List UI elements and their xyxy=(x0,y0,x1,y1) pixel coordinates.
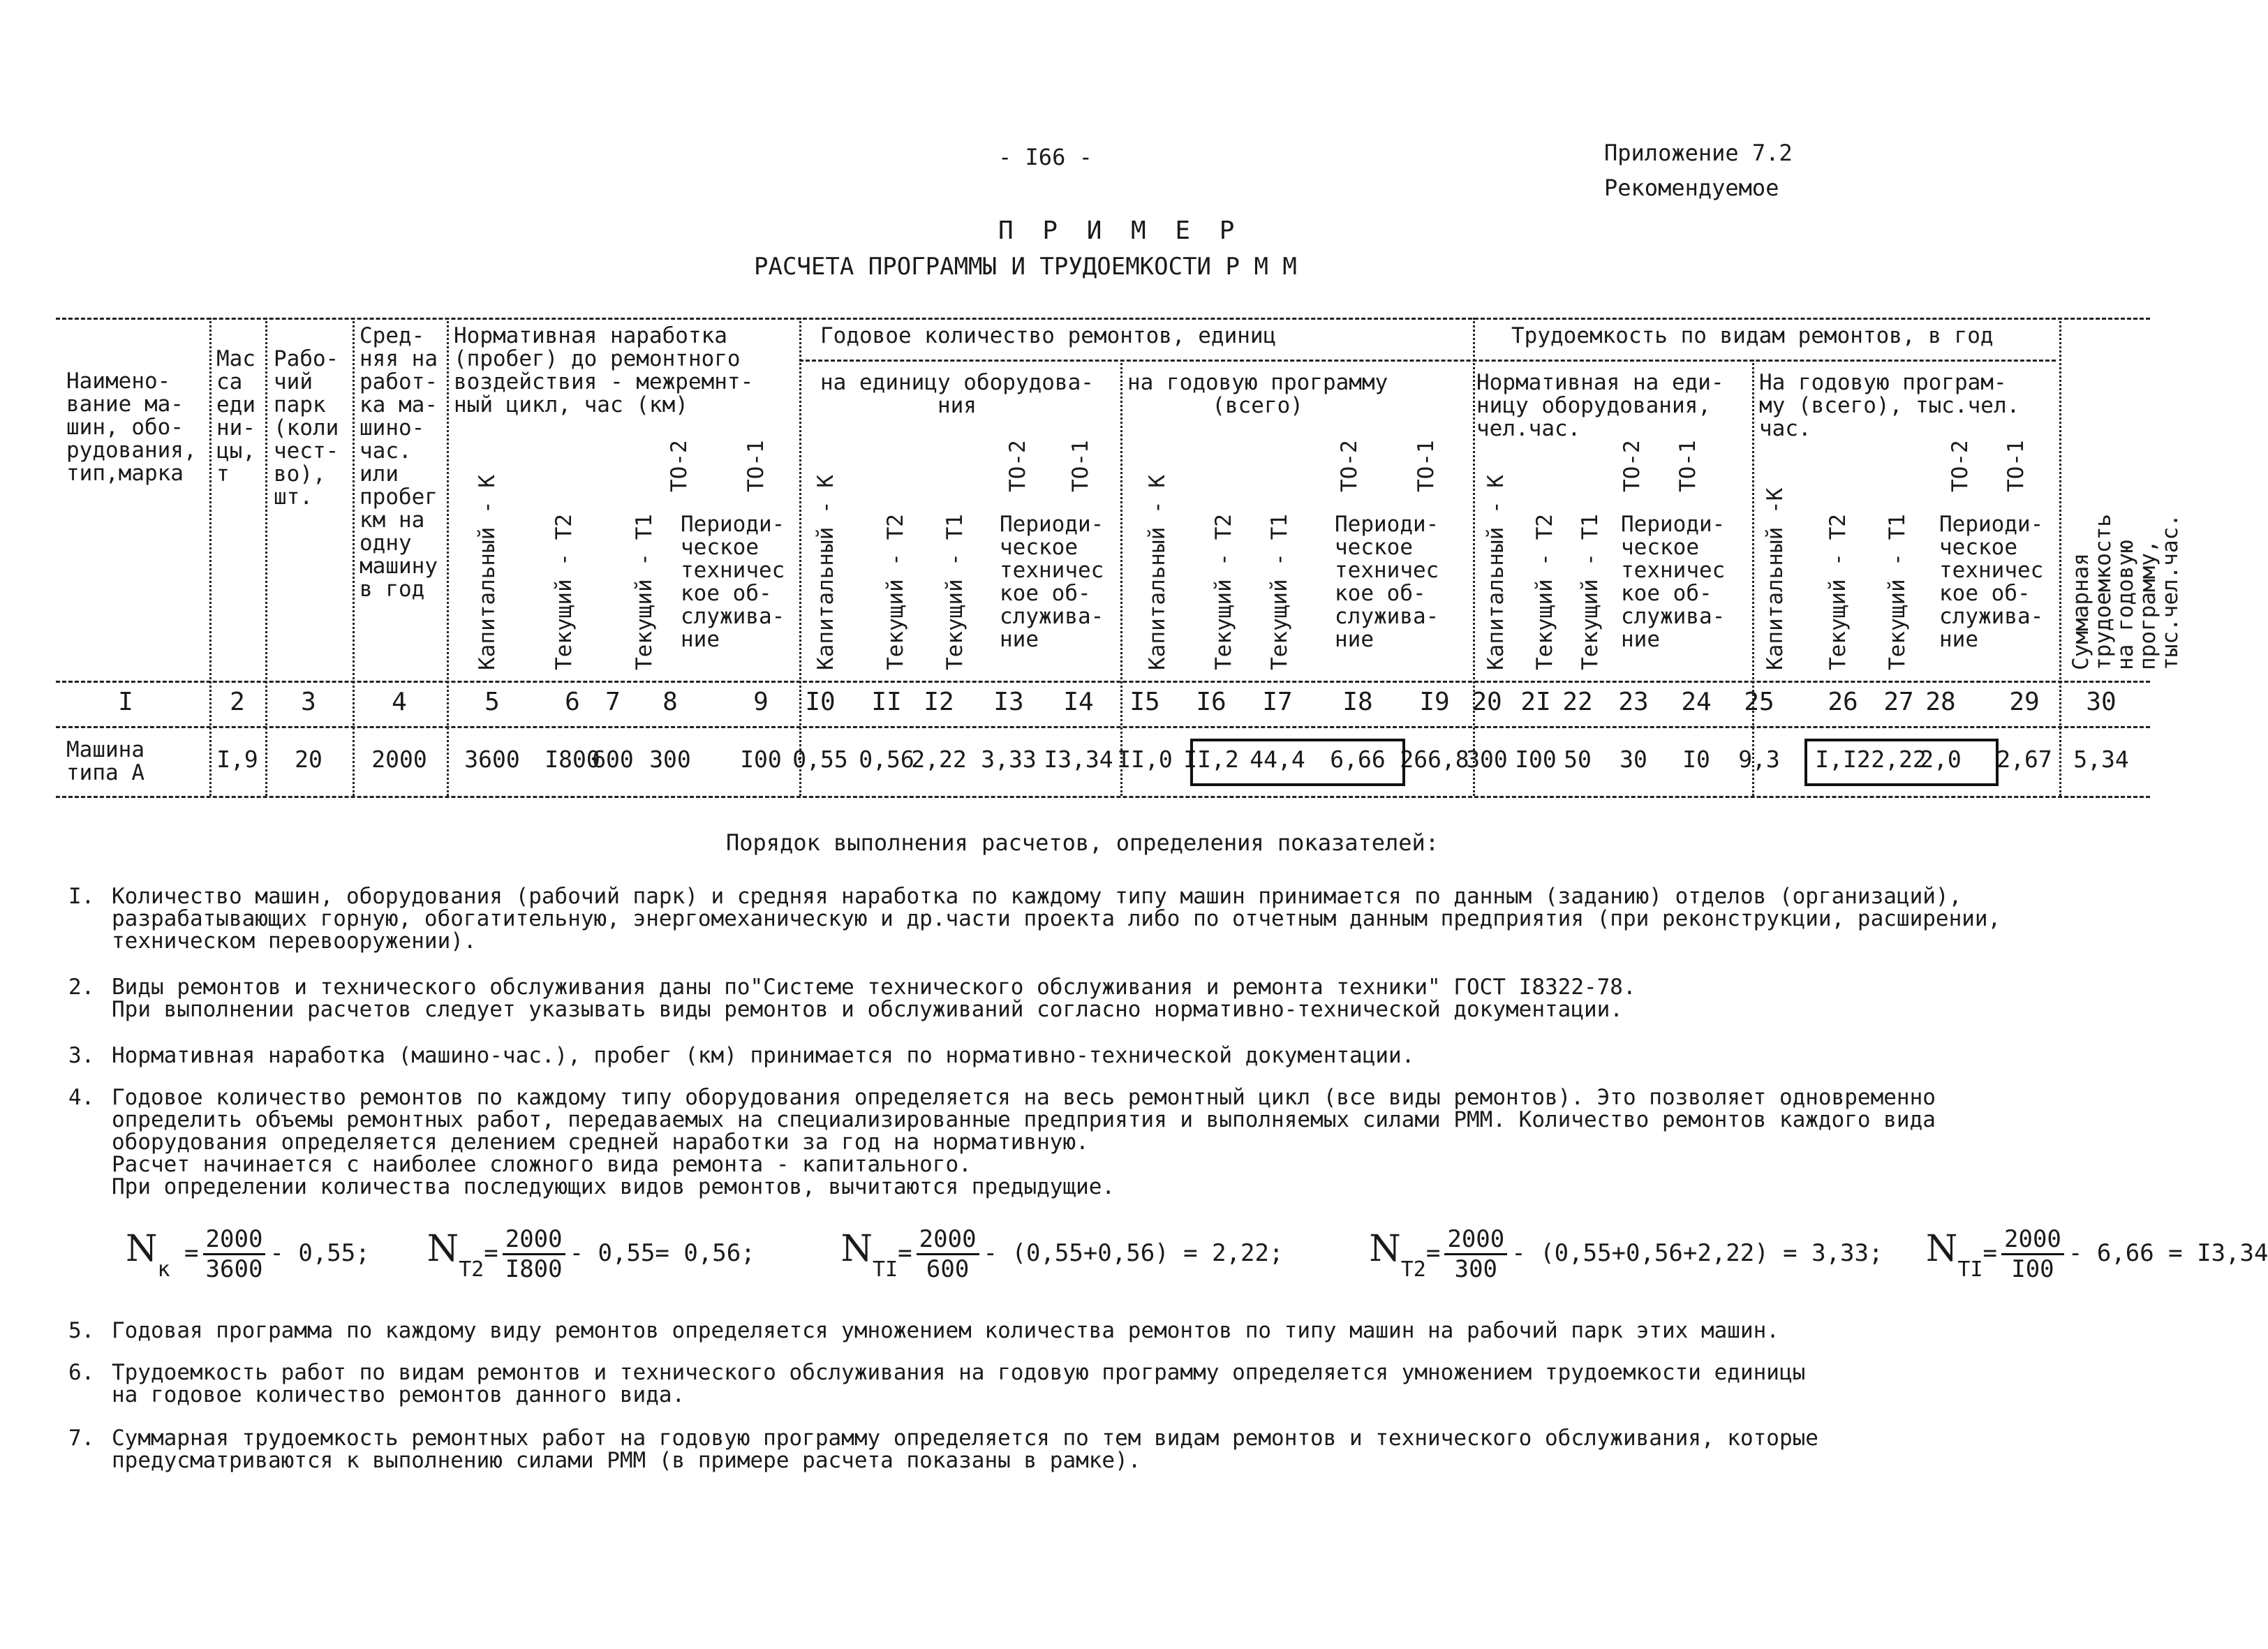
rot-to2: ТО-2 xyxy=(1620,440,1645,492)
column-number: 20 xyxy=(1472,688,1502,716)
table-cell: I800 xyxy=(544,746,600,773)
column-number: II xyxy=(871,688,902,716)
table-cell: I00 xyxy=(740,746,782,773)
table-col-divider xyxy=(447,318,449,796)
header-unit-mass: Мас са еди ни- цы, т xyxy=(216,346,255,487)
column-number: 30 xyxy=(2086,688,2117,716)
column-number: 3 xyxy=(301,688,316,716)
row-label: Машина типа А xyxy=(66,737,144,785)
column-number: 23 xyxy=(1618,688,1649,716)
header-per-unit: на единицу оборудова- ния xyxy=(820,370,1094,418)
table-cell: 2000 xyxy=(371,746,427,773)
table-cell: 3,33 xyxy=(981,746,1037,773)
highlight-frame xyxy=(1190,739,1405,786)
table-col-divider xyxy=(1120,360,1122,796)
table-cell: 9,3 xyxy=(1738,746,1780,773)
table-col-divider xyxy=(2059,318,2061,796)
rot-t1: Текущий - Т1 xyxy=(942,514,968,670)
column-number: I5 xyxy=(1129,688,1160,716)
appendix-label: Приложение 7.2 xyxy=(1604,140,1793,166)
rot-t1: Текущий - Т1 xyxy=(1578,514,1603,670)
item-number: I. xyxy=(68,884,95,909)
maint-text: Периоди- ческое техничес кое об- служива- ние xyxy=(1000,512,1104,652)
header-annual-repairs: Годовое количество ремонтов, единиц xyxy=(820,323,1277,348)
item-number: 2. xyxy=(68,975,95,1000)
rot-total: Суммарная трудоемкость на годовую программу, тыс.чел.час. xyxy=(2068,514,2183,670)
table-cell: 0,56 xyxy=(859,746,914,773)
table-col-divider xyxy=(353,318,355,796)
rot-to2: ТО-2 xyxy=(1948,440,1973,492)
header-annual-program: на годовую программу (всего) xyxy=(1127,370,1388,418)
column-number: I0 xyxy=(805,688,836,716)
table-cell: 0,55 xyxy=(792,746,848,773)
header-working-park: Рабо- чий парк (коли чест- во), шт. xyxy=(274,346,339,510)
table-top-line xyxy=(56,318,2150,320)
item-text: Годовое количество ремонтов по каждому типу оборудования определяется на весь ремонтный цикл (все виды ремонтов). Это позволяет одновременно определить объемы ремонтных работ, передаваемых на специализированные предприятия и выполняемых силами РММ. Количество ремонтов каждого вида оборудования определяется делением средней наработки за год на нормативную. Расчет начинается с наиболее сложного вида ремонта - капитального. При определении количества последующих видов ремонтов, вычитаются предыдущие. xyxy=(112,1085,1936,1199)
table-col-divider xyxy=(1473,318,1475,796)
rot-capital: Капитальный -К xyxy=(1763,487,1788,670)
table-cell: I3,34 xyxy=(1044,746,1113,773)
title-line-2: РАСЧЕТА ПРОГРАММЫ И ТРУДОЕМКОСТИ Р М М xyxy=(754,253,1297,281)
table-cell: 300 xyxy=(1466,746,1508,773)
rot-t2: Текущий - Т2 xyxy=(883,514,908,670)
maint-text: Периоди- ческое техничес кое об- служива- ние xyxy=(1621,512,1726,652)
formula-line xyxy=(126,1225,2268,1283)
column-number: 5 xyxy=(484,688,500,716)
table-cell: 2,0 xyxy=(1920,746,1962,773)
column-number: I9 xyxy=(1419,688,1450,716)
rot-to2: ТО-2 xyxy=(1337,440,1362,492)
column-number: 9 xyxy=(753,688,769,716)
header-labor: Трудоемкость по видам ремонтов, в год xyxy=(1511,323,1994,348)
formula-1: Nк = $\frac{2000}{3600}$ - 0,55; xyxy=(126,1225,370,1283)
rot-t1: Текущий - Т1 xyxy=(632,514,657,670)
column-number: 8 xyxy=(662,688,678,716)
column-number: 7 xyxy=(605,688,621,716)
maint-text: Периоди- ческое техничес кое об- служива- ние xyxy=(1939,512,2044,652)
table-cell: I0 xyxy=(1682,746,1710,773)
rot-capital: Капитальный - К xyxy=(475,475,500,670)
item-text: Трудоемкость работ по видам ремонтов и технического обслуживания на годовую программу определяется умножением трудоемкости единицы на годовое количество ремонтов данного вида. xyxy=(112,1360,1806,1407)
column-number: 24 xyxy=(1681,688,1712,716)
rot-to2: ТО-2 xyxy=(1005,440,1030,492)
column-number: I2 xyxy=(924,688,954,716)
maint-text: Периоди- ческое техничес кое об- служива- ние xyxy=(1335,512,1439,652)
item-number: 5. xyxy=(68,1318,95,1343)
rot-t2: Текущий - Т2 xyxy=(551,514,577,670)
table-col-divider xyxy=(265,318,267,796)
item-text: Годовая программа по каждому виду ремонтов определяется умножением количества ремонтов по типу машин на рабочий парк этих машин. xyxy=(112,1318,1779,1343)
rot-t2: Текущий - Т2 xyxy=(1532,514,1557,670)
rot-t2: Текущий - Т2 xyxy=(1825,514,1851,670)
column-number: I3 xyxy=(993,688,1024,716)
table-cell: 6,66 xyxy=(1330,746,1386,773)
column-number: I7 xyxy=(1262,688,1293,716)
table-cell: 44,4 xyxy=(1250,746,1305,773)
rot-to1: ТО-1 xyxy=(1675,440,1700,492)
formula-2: NТ2= $\frac{2000}{I800}$ - 0,55= 0,56; xyxy=(427,1225,755,1283)
header-labor-norm: Нормативная на еди- ницу оборудования, чел.час. xyxy=(1476,370,1724,441)
column-number: 22 xyxy=(1562,688,1593,716)
formula-4: NТ2= $\frac{2000}{300}$ - (0,55+0,56+2,22) = 3,33; xyxy=(1369,1225,1883,1283)
rot-t2: Текущий - Т2 xyxy=(1211,514,1236,670)
table-cell: 600 xyxy=(592,746,634,773)
highlight-frame xyxy=(1804,739,1999,786)
rot-to1: ТО-1 xyxy=(1068,440,1093,492)
column-number: I xyxy=(118,688,133,716)
column-number: 28 xyxy=(1925,688,1956,716)
title-line-1: П Р И М Е Р xyxy=(998,216,1242,245)
column-number: 6 xyxy=(565,688,580,716)
table-cell: 20 xyxy=(295,746,323,773)
formula-3: NТI= $\frac{2000}{600}$ - (0,55+0,56) = 2,22; xyxy=(840,1225,1284,1283)
recommended-label: Рекомендуемое xyxy=(1604,175,1779,201)
item-text: Суммарная трудоемкость ремонтных работ на годовую программу определяется по тем видам ремонтов и технического обслуживания, которые предусматриваются к выполнению силами РММ (в примере расчета показаны в рамке). xyxy=(112,1426,1818,1473)
item-number: 3. xyxy=(68,1043,95,1068)
maint-text: Периоди- ческое техничес кое об- служива- ние xyxy=(681,512,785,652)
table-cell: 5,34 xyxy=(2073,746,2129,773)
rot-t1: Текущий - Т1 xyxy=(1267,514,1292,670)
table-cell: 2,22 xyxy=(1871,746,1927,773)
item-number: 6. xyxy=(68,1360,95,1385)
column-number: 27 xyxy=(1883,688,1914,716)
table-cell: 266,8 xyxy=(1400,746,1469,773)
column-number: I4 xyxy=(1063,688,1094,716)
page-number: - I66 - xyxy=(998,144,1092,170)
item-text: Количество машин, оборудования (рабочий парк) и средняя наработка по каждому типу машин принимается по данным (заданию) отделов (организаций), разрабатывающих горную, обогатительную, энергомеханическую и др.части проекта либо по отчетным данным предприятия (при реконструкции, расширении, техническом перевооружении). xyxy=(112,884,2001,954)
table-col-divider xyxy=(799,318,801,796)
item-text: Нормативная наработка (машино-час.), пробег (км) принимается по нормативно-технической документации. xyxy=(112,1043,1415,1068)
table-col-divider xyxy=(1752,360,1754,796)
table-header-bottom-line xyxy=(56,681,2150,683)
item-number: 7. xyxy=(68,1426,95,1451)
rot-capital: Капитальный - К xyxy=(1145,475,1170,670)
table-col-divider xyxy=(209,318,212,796)
column-number: 26 xyxy=(1828,688,1858,716)
item-number: 4. xyxy=(68,1085,95,1110)
header-avg-runtime: Сред- няя на работ- ка ма- шино- час. или пробег км на одну машину в год xyxy=(360,323,438,602)
table-cell: I00 xyxy=(1515,746,1557,773)
column-number: 25 xyxy=(1744,688,1774,716)
column-number: I6 xyxy=(1196,688,1226,716)
procedure-title: Порядок выполнения расчетов, определения показателей: xyxy=(726,829,1439,856)
table-numbers-bottom-line xyxy=(56,726,2150,728)
table-cell: 30 xyxy=(1620,746,1647,773)
table-cell: 2,22 xyxy=(911,746,967,773)
rot-to1: ТО-1 xyxy=(2003,440,2029,492)
table-bottom-line xyxy=(56,796,2150,798)
rot-to2: ТО-2 xyxy=(667,440,692,492)
column-number: I8 xyxy=(1342,688,1373,716)
table-cell: 300 xyxy=(649,746,691,773)
rot-to1: ТО-1 xyxy=(743,440,769,492)
header-normative-runtime: Нормативная наработка (пробег) до ремонтного воздействия - межремнт- ный цикл, час (км) xyxy=(454,323,754,417)
table-cell: 2,67 xyxy=(1996,746,2052,773)
item-text: Виды ремонтов и технического обслуживания даны по"Системе технического обслуживания и ремонта техники" ГОСТ I8322-78. При выполнении расчетов следует указывать виды ремонтов и обслуживаний согласно нормативно-технической документации. xyxy=(112,975,1636,1022)
header-labor-annual: На годовую програм- му (всего), тыс.чел. час. xyxy=(1759,370,2020,441)
rot-capital: Капитальный - К xyxy=(1483,475,1509,670)
rot-to1: ТО-1 xyxy=(1414,440,1439,492)
table-cell: II,0 xyxy=(1117,746,1173,773)
table-cell: II,2 xyxy=(1183,746,1239,773)
column-number: 2 xyxy=(230,688,245,716)
column-number: 4 xyxy=(392,688,407,716)
table-subheader-line xyxy=(799,360,2056,362)
table-cell: 3600 xyxy=(464,746,520,773)
table-cell: I,9 xyxy=(216,746,258,773)
formula-5: NТI= $\frac{2000}{I00}$ - 6,66 = I3,34 xyxy=(1925,1225,2268,1283)
rot-capital: Капитальный - К xyxy=(813,475,838,670)
table-cell: I,I2 xyxy=(1815,746,1871,773)
column-number: 2I xyxy=(1520,688,1551,716)
table-cell: 50 xyxy=(1564,746,1592,773)
column-number: 29 xyxy=(2009,688,2040,716)
header-machine-name: Наимено- вание ма- шин, обо- рудования, тип,марка xyxy=(66,369,197,486)
rot-t1: Текущий - Т1 xyxy=(1885,514,1910,670)
